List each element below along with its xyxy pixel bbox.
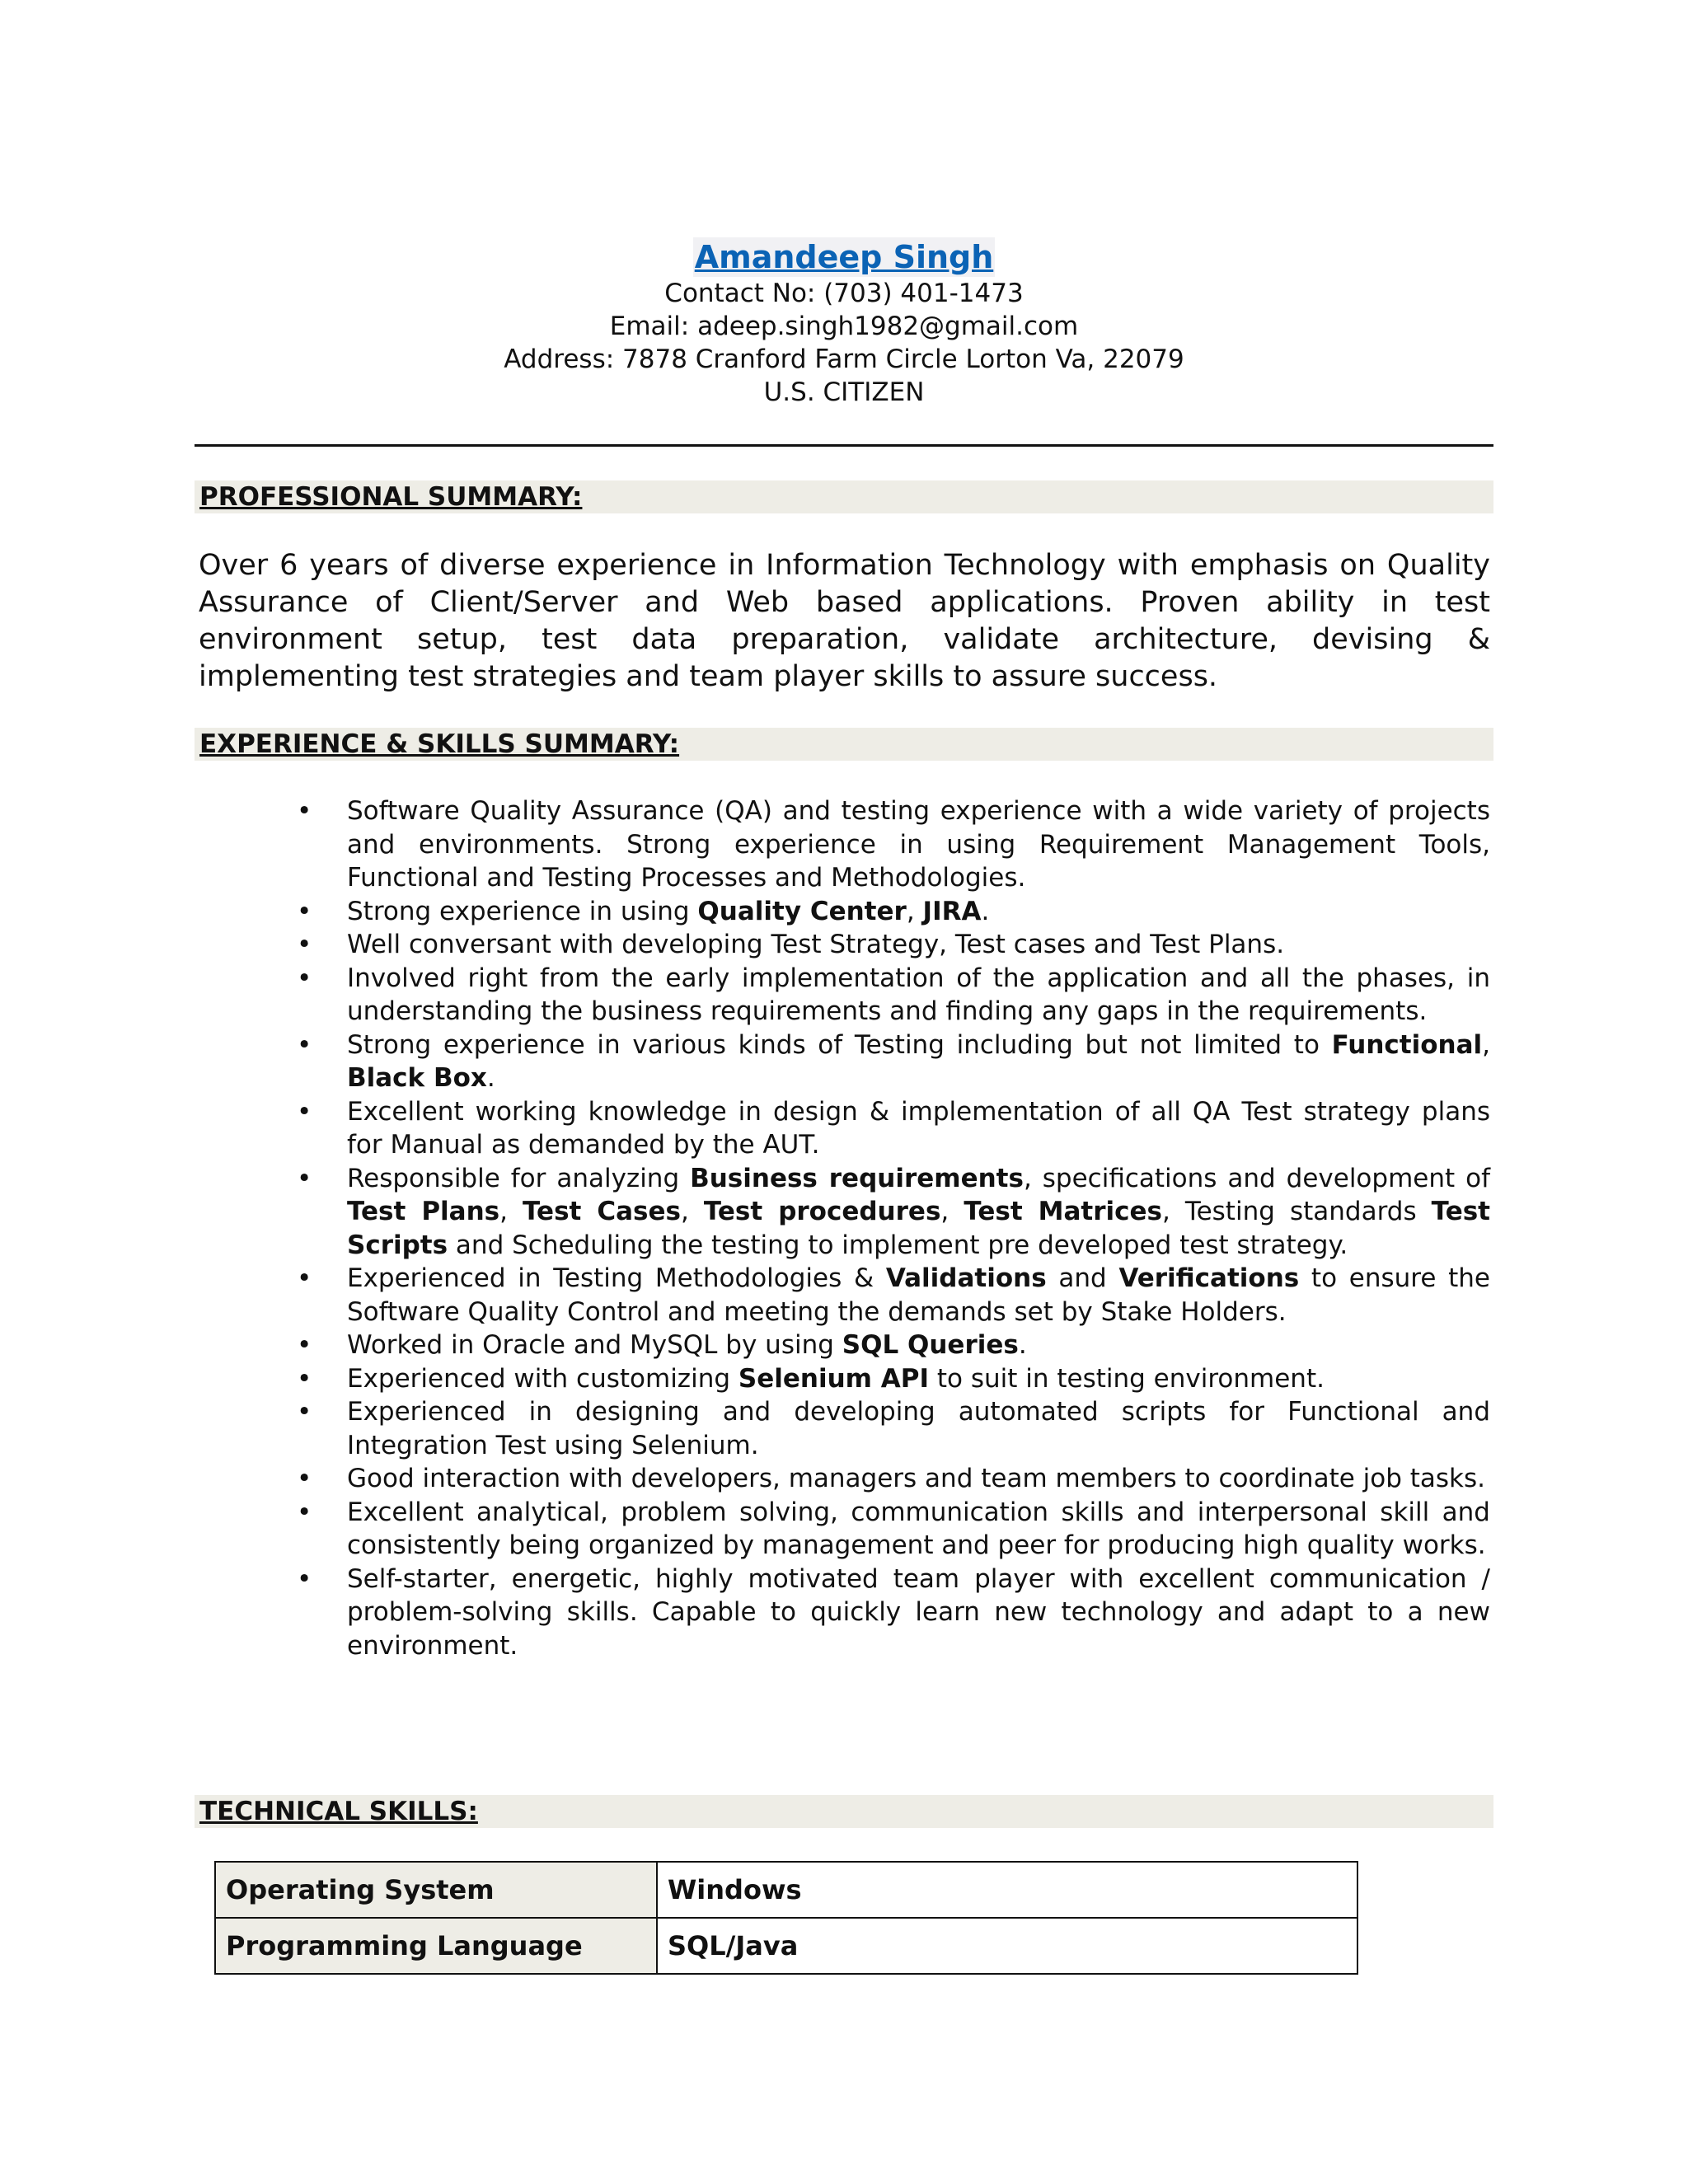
list-item-text: Experienced in designing and developing automated scripts for Functional and Integration Test using Selenium.	[347, 1397, 1490, 1460]
experience-heading-label: EXPERIENCE & SKILLS SUMMARY:	[199, 729, 680, 759]
list-item-text: Involved right from the early implementation of the application and all the phases, in understanding the business requirements and finding any gaps in the requirements.	[347, 963, 1490, 1026]
citizenship: U.S. CITIZEN	[763, 377, 925, 407]
header-divider	[195, 444, 1493, 447]
list-item-text: Worked in Oracle and MySQL by using	[347, 1330, 842, 1360]
list-item-text: Responsible for analyzing	[347, 1163, 691, 1193]
list-item-text: Good interaction with developers, managers and team members to coordinate job tasks.	[347, 1464, 1486, 1493]
emphasis-text: Selenium API	[738, 1363, 929, 1394]
table-row	[215, 1862, 1357, 1918]
skill-label: Programming Language	[215, 1918, 657, 1974]
technical-skills-heading-label: TECHNICAL SKILLS:	[199, 1797, 478, 1826]
bullet-icon: •	[297, 796, 312, 826]
list-item	[297, 1029, 1490, 1095]
list-item-text: .	[1018, 1330, 1027, 1360]
emphasis-text: SQL Queries	[842, 1330, 1019, 1360]
bullet-icon: •	[297, 1363, 312, 1394]
bullet-icon: •	[297, 1397, 312, 1427]
list-item	[297, 1496, 1490, 1563]
bullet-icon: •	[297, 1096, 312, 1127]
skill-value: SQL/Java	[657, 1918, 1357, 1974]
postal-address: Address: 7878 Cranford Farm Circle Lorton Va, 22079	[504, 344, 1184, 374]
email-address: Email: adeep.singh1982@gmail.com	[609, 312, 1079, 341]
list-item	[297, 1329, 1490, 1362]
emphasis-text: JIRA	[922, 896, 982, 926]
list-item	[297, 1095, 1490, 1162]
list-item-text: Well conversant with developing Test Strategy, Test cases and Test Plans.	[347, 930, 1285, 959]
list-item-text: to suit in testing environment.	[928, 1363, 1325, 1394]
bullet-icon: •	[297, 1497, 312, 1527]
list-item-text: ,	[940, 1197, 964, 1226]
experience-skills-list	[297, 794, 1490, 1662]
emphasis-text: Business requirements	[690, 1163, 1024, 1193]
list-item	[297, 1362, 1490, 1396]
technical-skills-heading	[195, 1795, 1493, 1828]
list-item-text: Excellent working knowledge in design & implementation of all QA Test strategy plans for Manual as demanded by the AUT.	[347, 1096, 1490, 1160]
list-item-text: .	[981, 896, 990, 926]
bullet-icon: •	[297, 1464, 312, 1493]
bullet-icon: •	[297, 930, 312, 959]
bullet-icon: •	[297, 1263, 312, 1293]
resume-header	[0, 237, 1688, 409]
list-item	[297, 962, 1490, 1029]
table-row	[215, 1918, 1357, 1974]
emphasis-text: Test procedures	[703, 1197, 941, 1226]
list-item-text: ,	[1482, 1029, 1490, 1060]
bullet-icon: •	[297, 1563, 312, 1594]
list-item	[297, 1462, 1490, 1496]
list-item-text: Excellent analytical, problem solving, communication skills and interpersonal skill and consistently being organized by management and peer for producing high quality works.	[347, 1497, 1490, 1560]
list-item-text: Experienced with customizing	[347, 1363, 738, 1394]
list-item-text: and	[1046, 1263, 1119, 1293]
list-item	[297, 1262, 1490, 1329]
bullet-icon: •	[297, 1029, 312, 1060]
bullet-icon: •	[297, 896, 312, 926]
list-item-text: Experienced in Testing Methodologies &	[347, 1263, 886, 1293]
professional-summary-heading-label: PROFESSIONAL SUMMARY:	[199, 482, 583, 512]
emphasis-text: Test Plans	[347, 1197, 500, 1226]
professional-summary-text: Over 6 years of diverse experience in Information Technology with emphasis on Quality Assurance of Client/Server and Web based applications. Proven ability in test environment setup, test data preparation, validate architecture, devising & implementing test strategies and team player skills to assure success.	[199, 549, 1490, 693]
list-item	[297, 928, 1490, 962]
list-item-text: , specifications and development of	[1023, 1163, 1490, 1193]
emphasis-text: Test Matrices	[964, 1197, 1162, 1226]
emphasis-text: Verifications	[1118, 1263, 1300, 1293]
technical-skills-table	[214, 1861, 1358, 1975]
bullet-icon: •	[297, 1163, 312, 1193]
list-item	[297, 895, 1490, 929]
emphasis-text: Functional	[1331, 1029, 1483, 1060]
list-item-text: ,	[499, 1197, 523, 1226]
emphasis-text: Test Scripts	[347, 1197, 1490, 1260]
list-item	[297, 794, 1490, 895]
list-item-text: .	[486, 1063, 495, 1093]
list-item-text: Strong experience in various kinds of Testing including but not limited to	[347, 1029, 1332, 1060]
list-item-text: Self-starter, energetic, highly motivated team player with excellent communication / problem-solving skills. Capable to quickly learn new technology and adapt to a new environment.	[347, 1563, 1490, 1661]
experience-heading	[195, 728, 1493, 761]
skill-value: Windows	[657, 1862, 1357, 1918]
list-item	[297, 1563, 1490, 1663]
list-item-text: ,	[906, 896, 923, 926]
emphasis-text: Test Cases	[523, 1197, 681, 1226]
list-item-text: ,	[680, 1197, 704, 1226]
bullet-icon: •	[297, 963, 312, 993]
professional-summary-heading	[195, 480, 1493, 513]
list-item-text: Strong experience in using	[347, 896, 698, 926]
emphasis-text: Validations	[885, 1263, 1047, 1293]
list-item	[297, 1162, 1490, 1263]
candidate-name: Amandeep Singh	[694, 239, 994, 275]
emphasis-text: Quality Center	[697, 896, 907, 926]
bullet-icon: •	[297, 1330, 312, 1360]
list-item-text: and Scheduling the testing to implement pre developed test strategy.	[448, 1230, 1348, 1260]
list-item-text: to ensure the Software Quality Control and meeting the demands set by Stake Holders.	[347, 1263, 1490, 1327]
emphasis-text: Black Box	[347, 1063, 487, 1093]
contact-number: Contact No: (703) 401-1473	[664, 279, 1024, 308]
skill-label: Operating System	[215, 1862, 657, 1918]
list-item	[297, 1395, 1490, 1462]
list-item-text: Software Quality Assurance (QA) and testing experience with a wide variety of projects and environments. Strong experience in using Requirement Management Tools, Functional and Testing Processes and Methodologies.	[347, 796, 1490, 893]
list-item-text: , Testing standards	[1162, 1197, 1432, 1226]
